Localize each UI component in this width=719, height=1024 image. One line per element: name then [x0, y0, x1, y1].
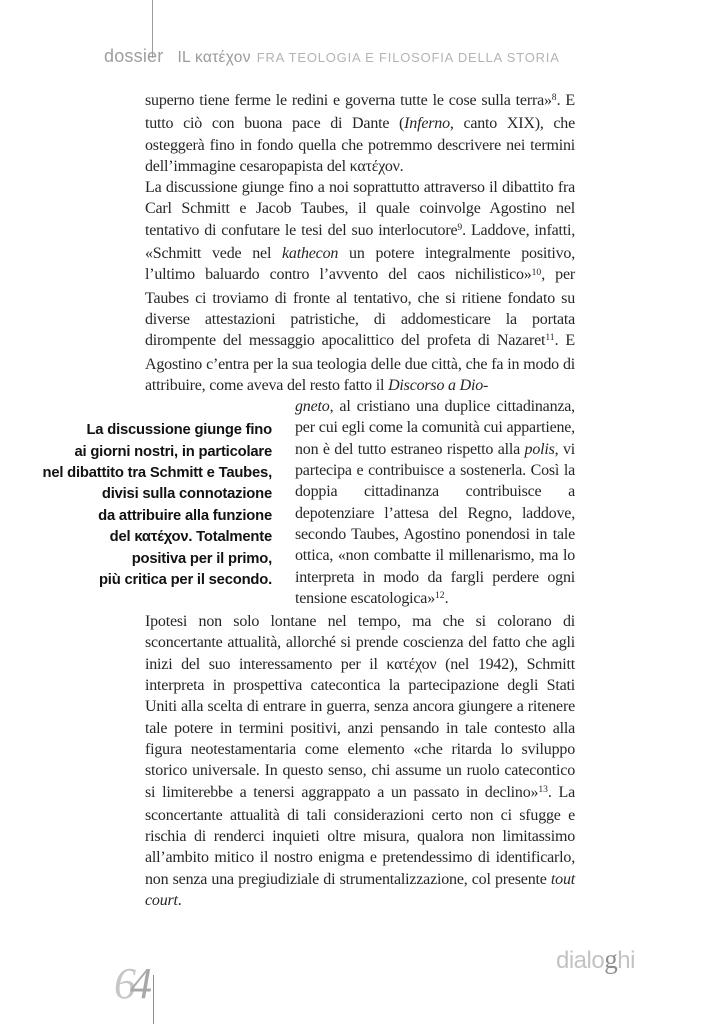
- logo-text: g: [604, 944, 618, 974]
- pull-quote-line: nel dibattito tra Schmitt e Taubes,: [42, 464, 272, 481]
- paragraph-3: Ipotesi non solo lontane nel tempo, ma che si colorano di sconcertante attualità, allorché si prende coscienza del fatto che agli inizi del suo interessamento per il κατέχον (nel 1942), Schmitt interpreta in prospettiva catecontica la partecipazione degli Stati Uniti alla scelta di entrare in guerra, senza ancora giungere a ritenere tale potere in termini positivi, anzi pensando in tale contesto alla figura neotestamentaria come elemento «che ritarda lo sviluppo storico universale. In questo senso, chi assume un ruolo catecontico si limiterebbe a tenersi aggrappato a un passato in declino»$^{13}$. La sconcertante attualità di tali considerazioni certo non ci sfugge e rischia di renderci inquieti oltre misura, qualora non limitassimo all’ambito mitico il nostro enigma e pretendessimo di identificarlo, non senza una pregiudiziale di strumentalizzazione, col presente tout court.: [145, 613, 576, 909]
- journal-logo: [556, 946, 635, 973]
- page-number: [114, 959, 146, 1008]
- narrow-column: gneto, al cristiano una duplice cittadinanza, per cui egli come la comunità cui appartiene, non è del tutto estraneo rispetto alla polis, vi partecipa e contribuisce a sostenerla. Così la doppia cittadinanza contribuisce a depotenziare l’attesa del Regno, laddove, secondo Taubes, Agostino ponendosi in tale ottica, «non combatte il millenarismo, ma lo interpreta in modo da fargli perdere ogni tensione escatologica»$^{12}$.: [295, 398, 575, 607]
- paragraph-2: La discussione giunge fino a noi soprattutto attraverso il dibattito fra Carl Schmitt e Jacob Taubes, il quale coinvolge Agostino nel tentativo di confutare le tesi del suo interlocutore$^9$. Laddove, infatti, «Schmitt vede nel kathecon un potere integralmente positivo, l’ultimo baluardo contro l’avvento del caos nichilistico»$^{10}$, per Taubes ci troviamo di fronte al tentativo, che si ritiene fondato su diverse attestazioni patristiche, di addomesticare la portata dirompente del messaggio apocalittico del profeta di Nazaret$^{11}$. E Agostino c’entra per la sua teologia delle due città, che fa in modo di attribuire, come aveva del resto fatto il Discorso a Dio-: [145, 179, 576, 394]
- logo-text: dialo: [556, 947, 605, 974]
- article-body: [42, 90, 576, 911]
- paragraph-1: superno tiene ferme le redini e governa tutte le cose sulla terra»$^8$. E tutto ciò con buona pace di Dante (Inferno, canto XIX), che osteggerà fino in fondo quella che potremmo descrivere nei termini dell’immagine cesaropapista del κατέχον.: [145, 92, 576, 175]
- page-header: [104, 46, 560, 67]
- footer-divider-line: [153, 975, 154, 1024]
- journal-section-subtitle: FRA TEOLOGIA E FILOSOFIA DELLA STORIA: [256, 50, 560, 65]
- pull-quote-line: ai giorni nostri, in particolare: [74, 443, 272, 460]
- mid-band: [42, 396, 575, 611]
- page-number-digit: 6: [114, 959, 130, 1008]
- pull-quote-line: La discussione giunge fino: [86, 422, 272, 439]
- dossier-label: dossier: [104, 46, 164, 66]
- pull-quote-line: più critica per il secondo.: [98, 572, 272, 588]
- pull-quote-line: positiva per il primo,: [131, 550, 272, 567]
- journal-section-title: IL κατέχον: [177, 49, 251, 66]
- pull-quote: [5, 420, 272, 591]
- pull-quote-line: da attribuire alla funzione: [98, 507, 272, 524]
- logo-text: hi: [617, 947, 635, 974]
- pull-quote-line: del κατέχον. Totalmente: [109, 529, 272, 546]
- page-number-digit: 4: [130, 959, 146, 1008]
- pull-quote-line: divisi sulla connotazione: [101, 486, 272, 503]
